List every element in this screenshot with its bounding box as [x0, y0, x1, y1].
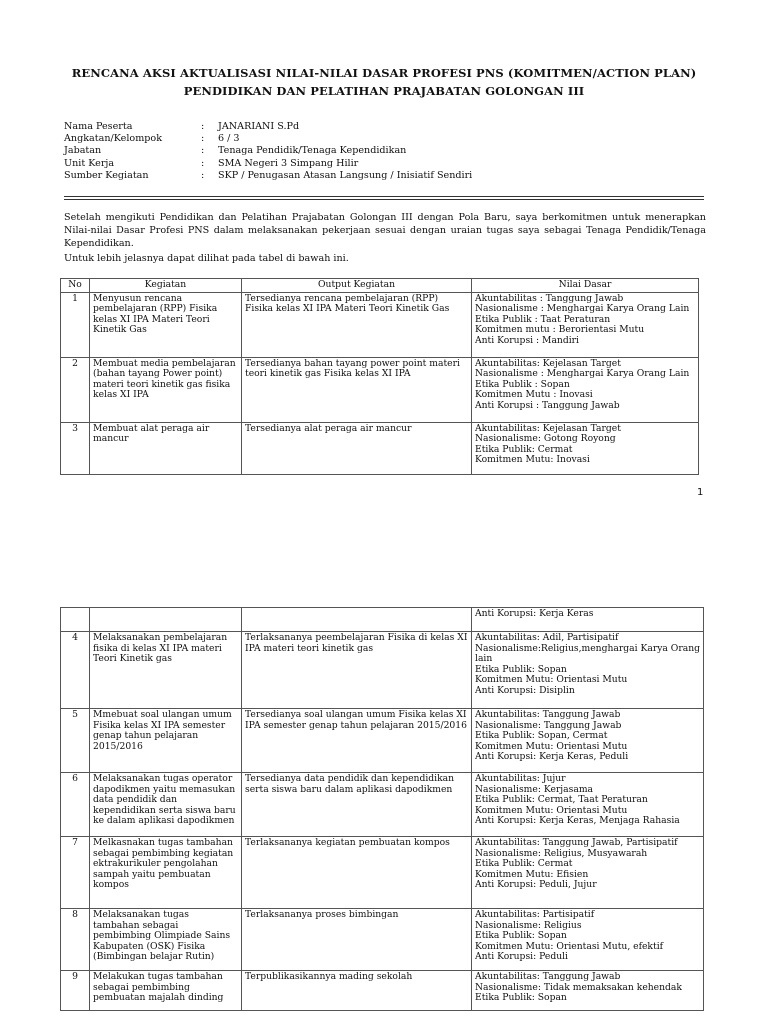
row-nilai-dasar: [472, 422, 699, 474]
row-number: 4: [61, 632, 90, 709]
nilai-item: Anti Korupsi: Peduli: [475, 951, 568, 963]
nilai-item: Akuntabilitas: Kejelasan Target: [475, 422, 621, 434]
nilai-item: Anti Korupsi: Peduli, Jujur: [475, 879, 597, 891]
info-row: [64, 158, 472, 170]
header-nilai-dasar: Nilai Dasar: [472, 279, 699, 293]
row-kegiatan: Membuat alat peraga air mancur: [90, 422, 242, 474]
nilai-item: Etika Publik : Taat Peraturan: [475, 313, 611, 325]
table-row: [61, 357, 699, 422]
row-kegiatan: Melaksanakan tugas tambahan sebagai pembimbing Olimpiade Sains Kabupaten (OSK) Fisika (Bimbingan belajar Rutin): [90, 909, 242, 971]
row-number: 8: [61, 909, 90, 971]
info-label: Nama Peserta: [64, 121, 133, 132]
row-nilai-dasar: [472, 292, 699, 357]
nilai-item: Nasionalisme: Gotong Royong: [475, 433, 616, 445]
info-colon: :: [201, 157, 205, 169]
row-output: Tersedianya soal ulangan umum Fisika kelas XI IPA semester genap tahun pelajaran 2015/2016: [242, 709, 472, 773]
page-gap: [0, 508, 768, 570]
row-output: Terpublikasikannya mading sekolah: [242, 971, 472, 1011]
nilai-item: lain: [475, 653, 493, 665]
nilai-item: Nasionalisme: Religius: [475, 919, 582, 931]
nilai-item: Anti Korupsi : Mandiri: [475, 334, 579, 346]
table-row-continuation: [61, 608, 704, 632]
nilai-item: Komitmen mutu : Berorientasi Mutu: [475, 324, 645, 336]
info-colon: :: [201, 145, 205, 157]
nilai-item: Etika Publik: Sopan: [475, 663, 567, 675]
table-row: [61, 837, 704, 909]
nilai-item: Akuntabilitas : Tanggung Jawab: [475, 292, 624, 304]
table-row: [61, 909, 704, 971]
row-output: Terlaksananya peembelajaran Fisika di kelas XI IPA materi teori kinetik gas: [242, 632, 472, 709]
nilai-item: Anti Korupsi: Kerja Keras, Menjaga Rahasia: [475, 815, 680, 827]
table-row: [61, 971, 704, 1011]
commitment-paragraph: Setelah mengikuti Pendidikan dan Pelatihan Prajabatan Golongan III dengan Pola Baru, saya berkomitmen untuk menerapkan Nilai-nilai Dasar Profesi PNS dalam melaksanakan pekerjaan sesuai dengan uraian tugas saya sebagai Tenaga Pendidik/Tenaga Kependidikan.: [64, 212, 706, 249]
table-row: [61, 632, 704, 709]
nilai-item: Akuntabilitas: Kejelasan Target: [475, 357, 621, 369]
row-output: Tersedianya alat peraga air mancur: [242, 422, 472, 474]
row-number: 5: [61, 709, 90, 773]
nilai-item: Komitmen Mutu : Inovasi: [475, 389, 593, 401]
nilai-item: Etika Publik: Sopan: [475, 930, 567, 942]
info-label: Sumber Kegiatan: [64, 169, 149, 181]
nilai-item: Etika Publik: Cermat, Taat Peraturan: [475, 794, 648, 806]
info-label: Jabatan: [64, 145, 102, 157]
row-output: Tersedianya bahan tayang power point materi teori kinetik gas Fisika kelas XI IPA: [242, 357, 472, 422]
row-kegiatan: Melaksanakan tugas operator dapodikmen yaitu memasukan data pendidik dan kependidikan serta siswa baru ke dalam aplikasi dapodikmen: [90, 773, 242, 837]
row-kegiatan: [90, 608, 242, 632]
info-label: Unit Kerja: [64, 157, 115, 169]
nilai-item: Anti Korupsi : Tanggung Jawab: [475, 399, 620, 411]
row-kegiatan: Melakukan tugas tambahan sebagai pembimbing pembuatan majalah dinding: [90, 971, 242, 1011]
nilai-item: Nasionalisme: Tanggung Jawab: [475, 719, 622, 731]
nilai-item: Komitmen Mutu: Inovasi: [475, 454, 590, 466]
nilai-item: Etika Publik : Sopan: [475, 378, 570, 390]
row-nilai-dasar: [472, 632, 704, 709]
nilai-item: Komitmen Mutu: Orientasi Mutu, efektif: [475, 940, 664, 952]
nilai-item: Akuntabilitas: Partisipatif: [475, 909, 595, 920]
row-kegiatan: Mmebuat soal ulangan umum Fisika kelas XI IPA semester genap tahun pelajaran 2015/2016: [90, 709, 242, 773]
info-row: [64, 170, 472, 182]
nilai-item: Akuntabilitas: Tanggung Jawab: [475, 709, 621, 720]
row-number: 3: [61, 422, 90, 474]
row-nilai-dasar: [472, 971, 704, 1011]
nilai-item: Akuntabilitas: Adil, Partisipatif: [475, 632, 619, 643]
row-kegiatan: Melkasnakan tugas tambahan sebagai pembimbing kegiatan ektrakurikuler pengolahan sampah yaitu pembuatan kompos: [90, 837, 242, 909]
row-output: Terlaksananya proses bimbingan: [242, 909, 472, 971]
row-number: 2: [61, 357, 90, 422]
document-title: RENCANA AKSI AKTUALISASI NILAI-NILAI DASAR PROFESI PNS (KOMITMEN/ACTION PLAN): [71, 66, 697, 80]
table-row: [61, 709, 704, 773]
page-number: 1: [697, 487, 704, 498]
row-kegiatan: Membuat media pembelajaran (bahan tayang Power point) materi teori kinetik gas fisika kelas XI IPA: [90, 357, 242, 422]
nilai-item: Nasionalisme : Menghargai Karya Orang Lain: [475, 368, 690, 380]
row-kegiatan: Menyusun rencana pembelajaran (RPP) Fisika kelas XI IPA Materi Teori Kinetik Gas: [90, 292, 242, 357]
info-value: JANARIANI S.Pd: [218, 121, 300, 132]
table-row: [61, 773, 704, 837]
action-plan-table-continued: [60, 607, 704, 1011]
nilai-item: Anti Korupsi: Kerja Keras: [475, 608, 594, 619]
nilai-item: Komitmen Mutu: Orientasi Mutu: [475, 804, 628, 816]
info-value: SMA Negeri 3 Simpang Hilir: [218, 157, 359, 169]
info-colon: :: [201, 121, 205, 132]
nilai-item: Nasionalisme: Religius, Musyawarah: [475, 847, 648, 859]
info-row: [64, 121, 472, 133]
row-number: [61, 608, 90, 632]
header-output: Output Kegiatan: [242, 279, 472, 293]
row-nilai-dasar: [472, 773, 704, 837]
row-nilai-dasar: [472, 837, 704, 909]
info-row: [64, 145, 472, 157]
info-colon: :: [201, 169, 205, 181]
header-kegiatan: Kegiatan: [90, 279, 242, 293]
table-intro-paragraph: Untuk lebih jelasnya dapat dilihat pada tabel di bawah ini.: [64, 253, 349, 264]
row-output: [242, 608, 472, 632]
document-page-1: [0, 0, 768, 508]
nilai-item: Anti Korupsi: Kerja Keras, Peduli: [475, 751, 629, 763]
row-number: 1: [61, 292, 90, 357]
row-output: Tersedianya data pendidik dan kependidikan serta siswa baru dalam aplikasi dapodikmen: [242, 773, 472, 837]
nilai-item: Etika Publik: Cermat: [475, 858, 573, 870]
header-no: No: [61, 279, 90, 293]
nilai-item: Nasionalisme:Religius,menghargai Karya Orang: [475, 642, 701, 654]
divider-line: [64, 196, 704, 197]
row-number: 7: [61, 837, 90, 909]
info-value: 6 / 3: [218, 133, 240, 145]
nilai-item: Nasionalisme : Menghargai Karya Orang Lain: [475, 303, 690, 315]
table-header-row: [61, 279, 699, 293]
nilai-item: Akuntabilitas: Tanggung Jawab, Partisipatif: [475, 837, 678, 848]
row-nilai-dasar: [472, 909, 704, 971]
row-output: Tersedianya rencana pembelajaran (RPP) Fisika kelas XI IPA Materi Teori Kinetik Gas: [242, 292, 472, 357]
info-value: Tenaga Pendidik/Tenaga Kependidikan: [218, 145, 407, 157]
action-plan-table: [60, 278, 699, 475]
nilai-item: Nasionalisme: Kerjasama: [475, 783, 594, 795]
nilai-item: Komitmen Mutu: Orientasi Mutu: [475, 740, 628, 752]
table-row: [61, 292, 699, 357]
nilai-item: Etika Publik: Cermat: [475, 443, 573, 455]
nilai-item: Komitmen Mutu: Efisien: [475, 868, 589, 880]
row-nilai-dasar: [472, 608, 704, 632]
nilai-item: Akuntabilitas: Tanggung Jawab: [475, 971, 621, 982]
table-row: [61, 422, 699, 474]
row-number: 6: [61, 773, 90, 837]
row-output: Terlaksananya kegiatan pembuatan kompos: [242, 837, 472, 909]
nilai-item: Nasionalisme: Tidak memaksakan kehendak: [475, 981, 682, 993]
row-nilai-dasar: [472, 709, 704, 773]
info-label: Angkatan/Kelompok: [64, 133, 163, 145]
document-subtitle: PENDIDIKAN DAN PELATIHAN PRAJABATAN GOLONGAN III: [183, 84, 585, 98]
nilai-item: Etika Publik: Sopan, Cermat: [475, 730, 608, 742]
info-row: [64, 133, 472, 145]
row-number: 9: [61, 971, 90, 1011]
info-value: SKP / Penugasan Atasan Langsung / Inisiatif Sendiri: [218, 169, 473, 181]
nilai-item: Akuntabilitas: Jujur: [475, 773, 566, 784]
nilai-item: Komitmen Mutu: Orientasi Mutu: [475, 674, 628, 686]
nilai-item: Anti Korupsi: Disiplin: [475, 684, 575, 696]
participant-info: [64, 121, 472, 182]
nilai-item: Etika Publik: Sopan: [475, 992, 567, 1004]
info-colon: :: [201, 133, 205, 145]
row-nilai-dasar: [472, 357, 699, 422]
row-kegiatan: Melaksanakan pembelajaran fisika di kelas XI IPA materi Teori Kinetik gas: [90, 632, 242, 709]
divider-line: [64, 199, 704, 200]
